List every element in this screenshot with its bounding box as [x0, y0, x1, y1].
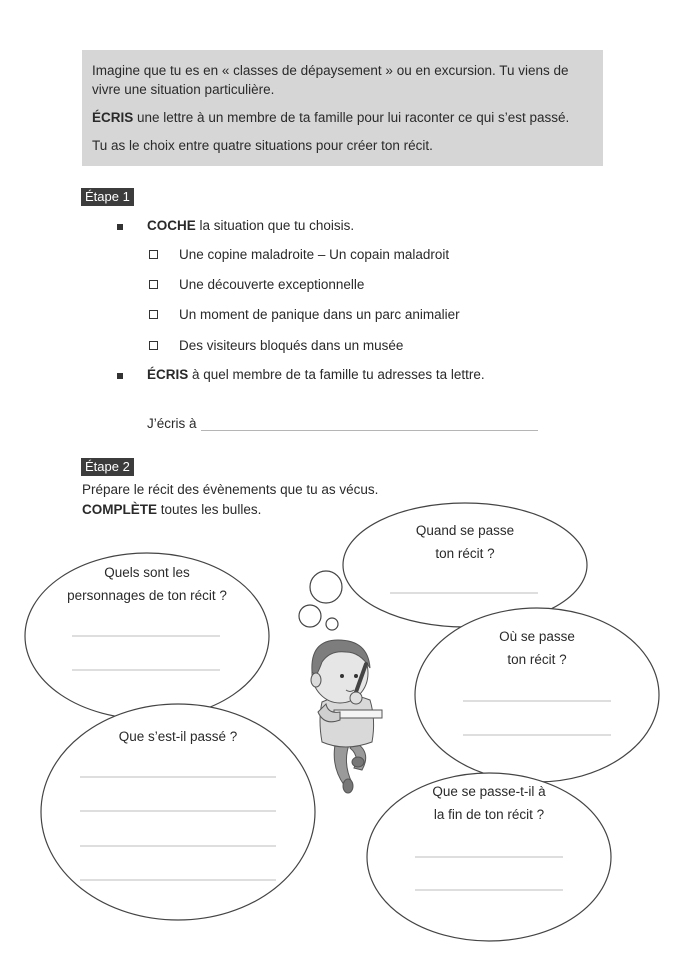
- step-2-instruction: Prépare le récit des évènements que tu as vécus.: [82, 482, 379, 497]
- bubble-when-line-2: ton récit ?: [435, 546, 495, 561]
- step-2-label: Étape 2: [81, 458, 134, 476]
- option-1-label: Une copine maladroite – Un copain maladroit: [179, 247, 450, 262]
- bubble-ending-line-2: la fin de ton récit ?: [433, 807, 545, 822]
- keyword-coche: COCHE: [147, 218, 196, 233]
- thought-circle: [310, 571, 342, 603]
- ecris-text: à quel membre de ta famille tu adresses ta lettre.: [188, 367, 485, 382]
- bubble-when-line-1: Quand se passe: [415, 523, 515, 538]
- bubble-ending-text: [404, 780, 574, 826]
- bubble-ending-line-1: Que se passe-t-il à: [432, 784, 546, 799]
- jecris-label: J’écris à: [147, 416, 197, 431]
- keyword-ecris: ÉCRIS: [147, 367, 189, 382]
- bubble-characters-text: [45, 561, 249, 607]
- option-3-label: Un moment de panique dans un parc animalier: [179, 307, 460, 322]
- bubble-where-line-2: ton récit ?: [507, 652, 567, 667]
- complete-text: toutes les bulles.: [157, 502, 262, 517]
- option-4-label: Des visiteurs bloqués dans un musée: [179, 338, 404, 353]
- bubble-characters-line-1: Quels sont les: [104, 565, 190, 580]
- coche-text: la situation que tu choisis.: [195, 218, 355, 233]
- bubble-where-line-1: Où se passe: [499, 629, 575, 644]
- intro-choice-text: Tu as le choix entre quatre situations pour créer ton récit.: [92, 138, 433, 153]
- child-thinking-illustration: [311, 640, 382, 793]
- thought-circle: [326, 618, 338, 630]
- keyword-complete: COMPLÈTE: [82, 502, 158, 517]
- intro-text: Imagine que tu es en « classes de dépaysement » ou en excursion. Tu viens de vivre une situation particulière.: [92, 63, 569, 97]
- bubble-when-text: [395, 519, 535, 565]
- bubble-what-happened-line-1: Que s’est-il passé ?: [118, 729, 238, 744]
- step-1-label: Étape 1: [81, 188, 134, 206]
- thought-circle: [299, 605, 321, 627]
- keyword-ecris: ÉCRIS: [92, 110, 134, 125]
- bubble-what-happened-text: [98, 725, 258, 748]
- option-2-label: Une découverte exceptionnelle: [179, 277, 365, 292]
- intro-write-text: une lettre à un membre de ta famille pour lui raconter ce qui s’est passé.: [133, 110, 570, 125]
- bubble-where-text: [467, 625, 607, 671]
- bubble-characters-line-2: personnages de ton récit ?: [67, 588, 227, 603]
